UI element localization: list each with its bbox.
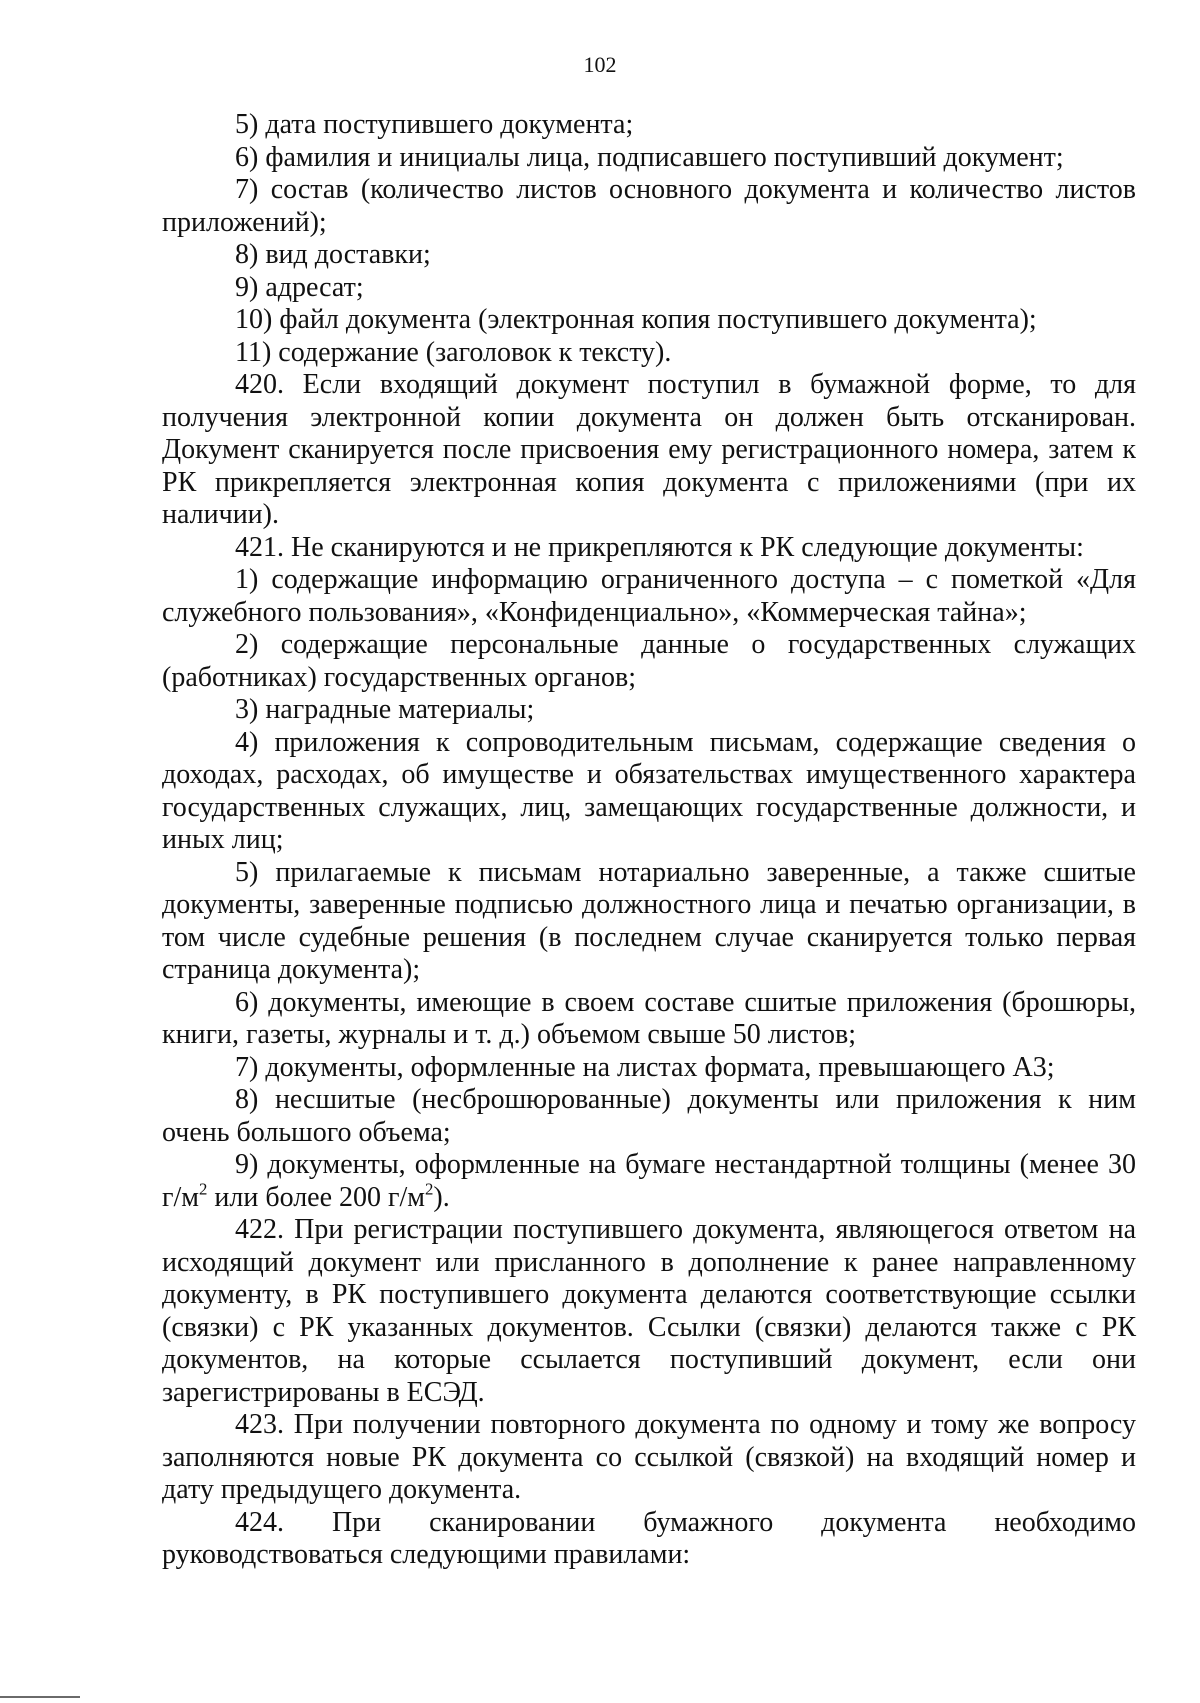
clause-421-item-8: 8) несшитые (несброшюрованные) документы или приложения к ним очень большого объема; bbox=[162, 1084, 1136, 1148]
document-body bbox=[162, 109, 1136, 1572]
list-item-9-addressee: 9) адресат; bbox=[235, 271, 364, 303]
list-item-11-content: 11) содержание (заголовок к тексту). bbox=[235, 336, 672, 368]
list-item-10-document-file: 10) файл документа (электронная копия поступившего документа); bbox=[235, 304, 1037, 335]
clause-420: 420. Если входящий документ поступил в бумажной форме, то для получения электронной копии документа он должен быть отсканирован. Документ сканируется после присвоения ему регистрационного номера, затем к РК прикрепляется электронная копия документа с приложениями (при их наличии). bbox=[162, 369, 1136, 530]
page-number: 102 bbox=[583, 52, 617, 77]
clause-422: 422. При регистрации поступившего документа, являющегося ответом на исходящий документ или присланного в дополнение к ранее направленному документу, в РК поступившего документа делаются соответствующие ссылки (связки) с РК указанных документов. Ссылки (связки) делаются также с РК документов, на которые ссылается поступивший документ, если они зарегистрированы в ЕСЭД. bbox=[162, 1214, 1136, 1408]
list-item-5-receipt-date: 5) дата поступившего документа; bbox=[235, 109, 634, 140]
clause-421-item-3: 3) наградные материалы; bbox=[235, 694, 535, 725]
clause-424: 424. При сканировании бумажного документа необходимо руководствоваться следующими правилами: bbox=[162, 1506, 1136, 1570]
clause-421-item-1: 1) содержащие информацию ограниченного доступа – с пометкой «Для служебного пользования», «Конфиденциально», «Коммерческая тайна»; bbox=[162, 564, 1136, 628]
clause-421-item-7: 7) документы, оформленные на листах формата, превышающего А3; bbox=[235, 1051, 1055, 1083]
clause-421-item-6: 6) документы, имеющие в своем составе сшитые приложения (брошюры, книги, газеты, журналы и т. д.) объемом свыше 50 листов; bbox=[162, 986, 1136, 1050]
superscript-2: 2 bbox=[198, 1178, 208, 1198]
superscript-2: 2 bbox=[425, 1178, 434, 1198]
list-item-8-delivery-type: 8) вид доставки; bbox=[235, 239, 431, 270]
scan-edge-line bbox=[0, 1696, 80, 1698]
clause-421-item-9 bbox=[162, 1149, 1136, 1214]
clause-421-item-5: 5) прилагаемые к письмам нотариально заверенные, а также сшитые документы, заверенные подписью должностного лица и печатью организации, в том числе судебные решения (в последнем случае сканируется только первая страница документа); bbox=[162, 856, 1136, 985]
list-item-7-composition: 7) состав (количество листов основного документа и количество листов приложений); bbox=[162, 174, 1136, 238]
clause-421-item-9-text-a: 9) документы, оформленные на бумаге нестандартной толщины (менее 30 г/м bbox=[162, 1149, 1136, 1213]
clause-421: 421. Не сканируются и не прикрепляются к РК следующие документы: bbox=[235, 531, 1084, 563]
list-item-6-signer-name: 6) фамилия и инициалы лица, подписавшего поступивший документ; bbox=[235, 141, 1064, 173]
clause-421-item-4: 4) приложения к сопроводительным письмам, содержащие сведения о доходах, расходах, об имуществе и обязательствах имущественного характера государственных служащих, лиц, замещающих государственные должности, и иных лиц; bbox=[162, 726, 1136, 855]
clause-421-item-9-text-c: ). bbox=[433, 1181, 450, 1213]
clause-421-item-2: 2) содержащие персональные данные о государственных служащих (работниках) государственных органов; bbox=[162, 629, 1136, 693]
clause-423: 423. При получении повторного документа по одному и тому же вопросу заполняются новые РК документа со ссылкой (связкой) на входящий номер и дату предыдущего документа. bbox=[162, 1409, 1136, 1505]
clause-421-item-9-text-b: или более 200 г/м bbox=[207, 1181, 426, 1213]
